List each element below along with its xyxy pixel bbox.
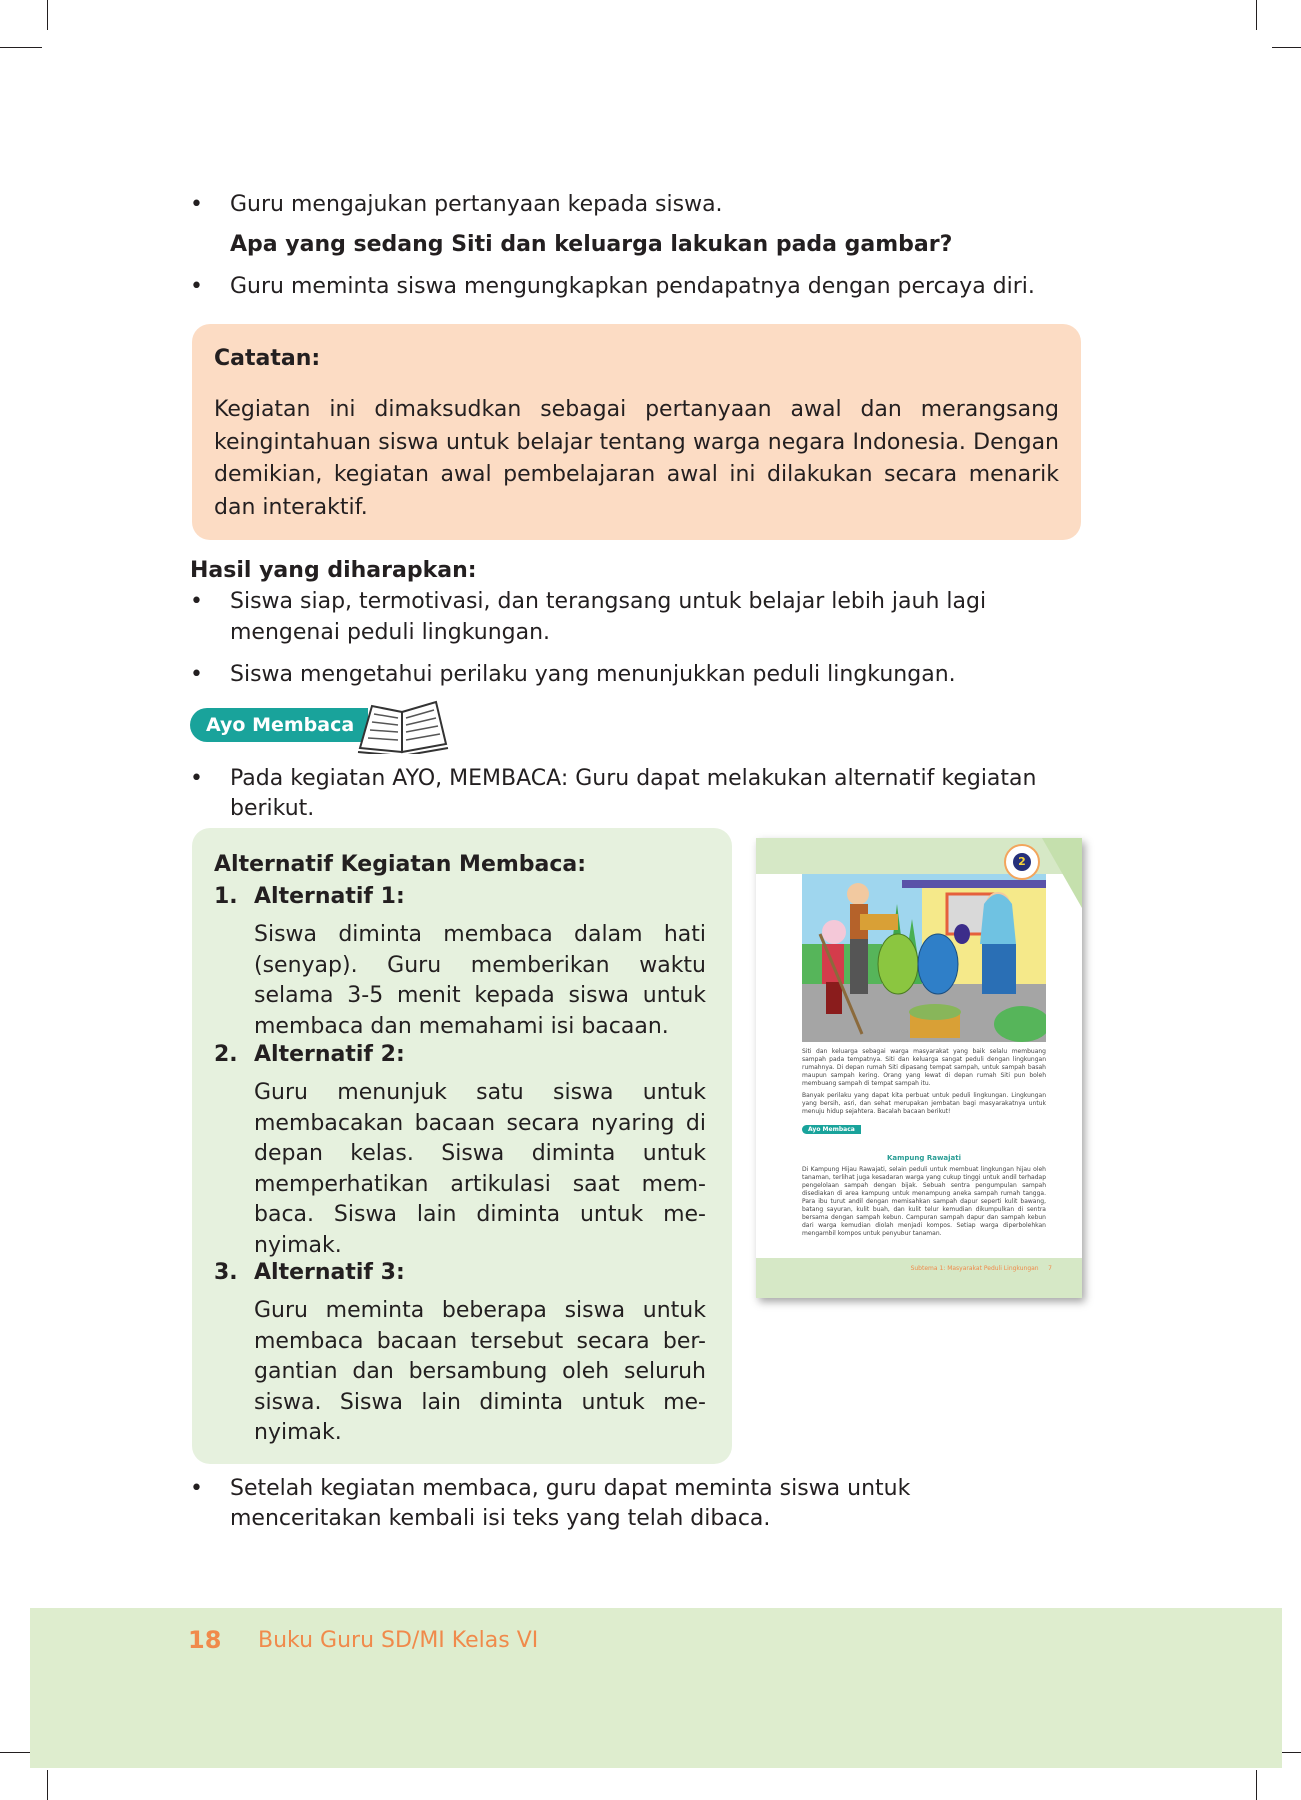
lesson-badge (1004, 844, 1040, 880)
bullet-icon: • (190, 589, 203, 614)
bullet-icon: • (190, 1476, 203, 1501)
crop-mark (1272, 47, 1301, 48)
crop-mark (1256, 1770, 1257, 1800)
mini-ayo-membaca-badge: Ayo Membaca (802, 1125, 861, 1134)
crop-mark (47, 1770, 48, 1800)
bullet-text: Pada kegiatan AYO, MEMBACA: Guru dapat melakukan alternatif kegiatan (230, 766, 1037, 791)
item-description: Guru meminta beberapa siswa untuk membaca bacaan tersebut secara ber-gantian dan bersambung oleh seluruh siswa. Siswa lain diminta untuk me-nyimak. (254, 1298, 706, 1445)
item-number: 2. (214, 1042, 238, 1067)
question-text: Apa yang sedang Siti dan keluarga lakukan pada gambar? (230, 232, 953, 257)
page-corner-decoration (1042, 838, 1082, 908)
item-label: Alternatif 3: (254, 1260, 405, 1285)
note-box (192, 324, 1081, 540)
bullet-text: mengenai peduli lingkungan. (230, 620, 551, 645)
alternatives-box (192, 828, 732, 1464)
open-book-icon (352, 698, 452, 754)
illustration-siti-family (802, 874, 1046, 1042)
story-title: Kampung Rawajati (886, 1154, 962, 1162)
note-body: Kegiatan ini dimaksudkan sebagai pertanyaan awal dan merangsang keingintahuan siswa untuk belajar tentang warga negara Indonesia. Dengan demikian, kegiatan awal pembelajaran awal ini dilakukan secara menarik dan interaktif. (214, 397, 1059, 520)
thumbnail-footer (911, 1265, 1052, 1272)
item-label: Alternatif 2: (254, 1042, 405, 1067)
bullet-icon: • (190, 662, 203, 687)
crop-mark (47, 0, 48, 30)
page-footer (30, 1608, 1282, 1768)
thumbnail-page-number: 7 (1048, 1265, 1052, 1272)
bullet-icon: • (190, 766, 203, 791)
bullet-text: Setelah kegiatan membaca, guru dapat meminta siswa untuk (230, 1476, 911, 1501)
item-label: Alternatif 1: (254, 884, 405, 909)
ayo-membaca-badge (190, 698, 470, 758)
page-number: 18 (188, 1626, 222, 1654)
bullet-text: Siswa mengetahui perilaku yang menunjukkan peduli lingkungan. (230, 662, 956, 687)
book-title: Buku Guru SD/MI Kelas VI (258, 1628, 539, 1653)
bullet-text: berikut. (230, 796, 315, 821)
item-description: Guru menunjuk satu siswa untuk membacakan bacaan secara nyaring di depan kelas. Siswa diminta untuk memperhatikan artikulasi saat mem-baca. Siswa lain diminta untuk me-nyimak. (254, 1080, 706, 1258)
bullet-text: Siswa siap, termotivasi, dan terangsang untuk belajar lebih jauh lagi (230, 589, 987, 614)
subtheme-label: Subtema 1: Masyarakat Peduli Lingkungan (910, 1265, 1039, 1272)
item-description: Siswa diminta membaca dalam hati (senyap). Guru memberikan waktu selama 3-5 menit kepada siswa untuk membaca dan memahami isi bacaan. (254, 922, 706, 1039)
item-number: 3. (214, 1260, 238, 1285)
crop-mark (1256, 0, 1257, 30)
caption-text: Banyak perilaku yang dapat kita perbuat untuk peduli lingkungan. Lingkungan yang bersih, asri, dan sehat merupakan jembatan bagi masyarakatnya untuk menuju hidup sejahtera. Bacalah bacaan berikut! (802, 1092, 1046, 1115)
page-footer-band (756, 1258, 1082, 1298)
note-title: Catatan: (214, 346, 321, 371)
book-page-thumbnail (756, 838, 1082, 1298)
badge-label: Ayo Membaca (190, 708, 368, 742)
item-number: 1. (214, 884, 238, 909)
cleaning-scene-illustration (802, 874, 1046, 1042)
bullet-text: Guru mengajukan pertanyaan kepada siswa. (230, 192, 723, 217)
crop-mark (0, 47, 42, 48)
bullet-text: menceritakan kembali isi teks yang telah dibaca. (230, 1506, 771, 1531)
bullet-icon: • (190, 192, 203, 217)
story-body: Di Kampung Hijau Rawajati, selain peduli untuk membuat lingkungan hijau oleh tanaman, terlihat juga kesadaran warga yang cukup tinggi untuk andil terhadap pengelolaan sampah dengan bijak. Sebuah sentra pengumpulan sampah disediakan di area kampung untuk menampung aneka sampah rumah tangga. Para ibu turut andil dengan memisahkan sampah dapur seperti kulit bawang, batang sayuran, kulit buah, dan kulit telur kemudian dikumpulkan di sentra bersama dengan sampah kebun. Campuran sampah dapur dan sampah kebun dari warga kemudian diolah menjadi kompos. Setiap warga diperbolehkan mengambil kompos untuk penyubur tanaman. (802, 1166, 1046, 1237)
alternatives-title: Alternatif Kegiatan Membaca: (214, 852, 587, 877)
caption-text: Siti dan keluarga sebagai warga masyarakat yang baik selalu membuang sampah pada tempatnya. Siti dan keluarga sangat peduli dengan lingkungan rumahnya. Di depan rumah Siti dipasang tempat sampah, untuk sampah basah maupun sampah kering. Orang yang lewat di depan rumah Siti pun boleh membuang sampah di tempat sampah itu. (802, 1048, 1046, 1087)
bullet-icon: • (190, 274, 203, 299)
bullet-text: Guru meminta siswa mengungkapkan pendapatnya dengan percaya diri. (230, 274, 1035, 299)
lesson-number: 2 (1013, 853, 1031, 871)
outcomes-heading: Hasil yang diharapkan: (190, 558, 477, 583)
